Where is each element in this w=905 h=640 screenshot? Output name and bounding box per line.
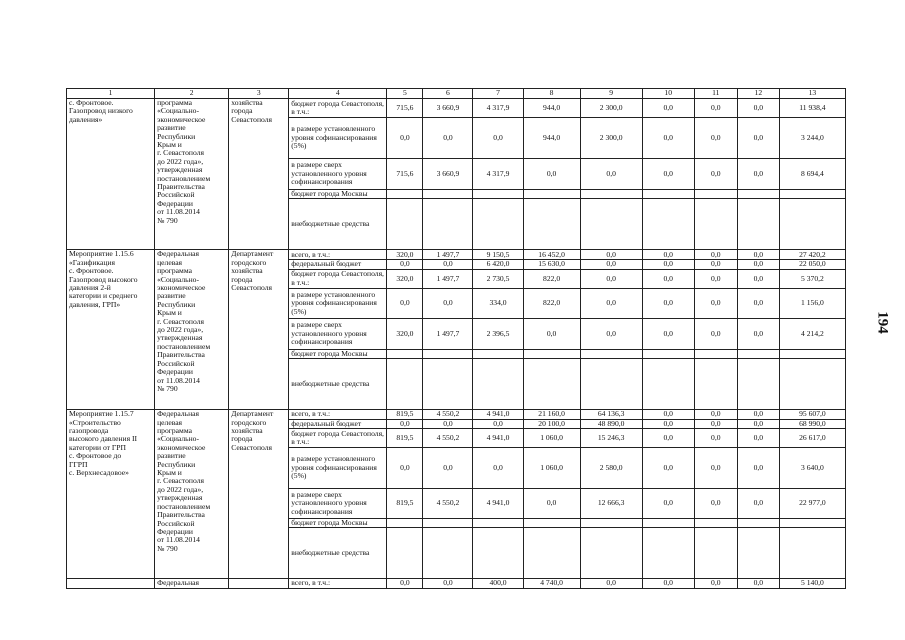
program-cell: Федеральная целевая программа «Социально- экономическое развитие Республики Крым и г. Севастополя до 2022 года», утвержденная постановлением Правительства Российской Федерации от 11.08.2014 № 790 — [155, 250, 229, 410]
value-cell: 0,0 — [694, 159, 737, 190]
program-cell: Федеральная — [155, 579, 229, 588]
value-cell — [473, 349, 523, 358]
value-cell — [387, 519, 423, 528]
value-cell — [642, 359, 694, 410]
value-cell: 16 452,0 — [523, 250, 580, 260]
value-cell: 0,0 — [423, 448, 473, 489]
funding-source-cell: бюджет города Севастополя, в т.ч.: — [289, 99, 387, 118]
value-cell — [694, 349, 737, 358]
value-cell: 0,0 — [694, 489, 737, 519]
value-cell — [737, 528, 779, 579]
value-cell: 0,0 — [694, 118, 737, 159]
value-cell: 0,0 — [423, 419, 473, 428]
value-cell: 22 977,0 — [779, 489, 845, 519]
value-cell: 0,0 — [642, 448, 694, 489]
value-cell — [523, 199, 580, 250]
value-cell: 715,6 — [387, 159, 423, 190]
value-cell: 0,0 — [737, 288, 779, 318]
value-cell: 3 640,0 — [779, 448, 845, 489]
value-cell: 4 740,0 — [523, 579, 580, 588]
funding-source-cell: всего, в т.ч.: — [289, 579, 387, 588]
value-cell — [473, 190, 523, 199]
value-cell — [779, 359, 845, 410]
value-cell: 0,0 — [642, 318, 694, 349]
value-cell: 0,0 — [423, 288, 473, 318]
executor-cell: хозяйства города Севастополя — [229, 99, 289, 250]
value-cell: 26 617,0 — [779, 429, 845, 448]
column-number-header: 1 — [67, 89, 155, 99]
measure-name-cell: Мероприятие 1.15.7 «Строительство газопровода высокого давления II категории от ГРП с. Фронтовое до ГГРП с. Верхнесадовое» — [67, 410, 155, 579]
value-cell: 0,0 — [694, 410, 737, 419]
funding-source-cell: федеральный бюджет — [289, 419, 387, 428]
value-cell — [580, 190, 642, 199]
value-cell: 12 666,3 — [580, 489, 642, 519]
column-number-header: 8 — [523, 89, 580, 99]
value-cell — [642, 528, 694, 579]
column-number-header: 2 — [155, 89, 229, 99]
value-cell — [473, 199, 523, 250]
value-cell: 3 660,9 — [423, 99, 473, 118]
value-cell: 0,0 — [694, 99, 737, 118]
funding-source-cell: внебюджетные средства — [289, 199, 387, 250]
value-cell: 320,0 — [387, 318, 423, 349]
value-cell: 11 938,4 — [779, 99, 845, 118]
value-cell — [523, 359, 580, 410]
funding-source-cell: бюджет города Москвы — [289, 190, 387, 199]
value-cell — [737, 190, 779, 199]
value-cell: 822,0 — [523, 269, 580, 288]
value-cell: 320,0 — [387, 250, 423, 260]
page-number: 194 — [874, 311, 891, 334]
column-number-header: 10 — [642, 89, 694, 99]
value-cell: 5 140,0 — [779, 579, 845, 588]
value-cell: 0,0 — [642, 410, 694, 419]
funding-source-cell: в размере установленного уровня софинансирования (5%) — [289, 448, 387, 489]
value-cell: 1 497,7 — [423, 250, 473, 260]
value-cell — [523, 190, 580, 199]
value-cell: 4 550,2 — [423, 489, 473, 519]
table-row — [67, 579, 846, 588]
column-number-header: 11 — [694, 89, 737, 99]
value-cell: 944,0 — [523, 99, 580, 118]
value-cell — [779, 190, 845, 199]
value-cell: 1 497,7 — [423, 318, 473, 349]
value-cell: 0,0 — [580, 318, 642, 349]
measure-name-cell: с. Фронтовое. Газопровод низкого давления» — [67, 99, 155, 250]
value-cell — [473, 528, 523, 579]
value-cell: 0,0 — [387, 419, 423, 428]
value-cell: 9 150,5 — [473, 250, 523, 260]
value-cell: 21 160,0 — [523, 410, 580, 419]
value-cell: 0,0 — [642, 260, 694, 269]
value-cell: 8 694,4 — [779, 159, 845, 190]
value-cell: 944,0 — [523, 118, 580, 159]
value-cell: 320,0 — [387, 269, 423, 288]
value-cell — [779, 528, 845, 579]
value-cell: 0,0 — [737, 419, 779, 428]
value-cell — [580, 519, 642, 528]
value-cell: 0,0 — [642, 269, 694, 288]
value-cell: 4 317,9 — [473, 99, 523, 118]
value-cell — [473, 359, 523, 410]
table-row — [67, 99, 846, 118]
value-cell: 0,0 — [523, 489, 580, 519]
value-cell: 0,0 — [387, 288, 423, 318]
value-cell: 1 156,0 — [779, 288, 845, 318]
value-cell — [737, 519, 779, 528]
value-cell — [642, 519, 694, 528]
value-cell: 6 420,0 — [473, 260, 523, 269]
value-cell: 0,0 — [642, 250, 694, 260]
value-cell: 819,5 — [387, 489, 423, 519]
value-cell — [423, 190, 473, 199]
value-cell: 0,0 — [737, 410, 779, 419]
value-cell — [737, 349, 779, 358]
value-cell: 5 370,2 — [779, 269, 845, 288]
value-cell: 0,0 — [737, 429, 779, 448]
value-cell: 15 246,3 — [580, 429, 642, 448]
value-cell: 4 550,2 — [423, 429, 473, 448]
funding-source-cell: всего, в т.ч.: — [289, 250, 387, 260]
measure-name-cell — [67, 579, 155, 588]
column-number-header: 3 — [229, 89, 289, 99]
value-cell — [523, 519, 580, 528]
value-cell: 0,0 — [694, 260, 737, 269]
value-cell: 0,0 — [737, 99, 779, 118]
program-cell: Федеральная целевая программа «Социально- экономическое развитие Республики Крым и г. Севастополя до 2022 года», утвержденная постановлением Правительства Российской Федерации от 11.08.2014 № 790 — [155, 410, 229, 579]
value-cell: 0,0 — [737, 269, 779, 288]
funding-source-cell: федеральный бюджет — [289, 260, 387, 269]
value-cell: 0,0 — [580, 288, 642, 318]
value-cell — [423, 359, 473, 410]
value-cell: 0,0 — [473, 118, 523, 159]
funding-source-cell: бюджет города Москвы — [289, 349, 387, 358]
value-cell — [523, 528, 580, 579]
value-cell: 1 060,0 — [523, 429, 580, 448]
value-cell — [580, 349, 642, 358]
value-cell — [779, 199, 845, 250]
value-cell: 0,0 — [523, 318, 580, 349]
value-cell: 0,0 — [387, 260, 423, 269]
value-cell: 2 580,0 — [580, 448, 642, 489]
value-cell: 0,0 — [642, 118, 694, 159]
value-cell: 0,0 — [473, 448, 523, 489]
value-cell: 0,0 — [642, 429, 694, 448]
funding-source-cell: в размере установленного уровня софинансирования (5%) — [289, 118, 387, 159]
value-cell: 22 050,0 — [779, 260, 845, 269]
value-cell — [523, 349, 580, 358]
value-cell: 4 941,0 — [473, 429, 523, 448]
value-cell: 819,5 — [387, 429, 423, 448]
value-cell: 0,0 — [423, 118, 473, 159]
value-cell: 822,0 — [523, 288, 580, 318]
value-cell: 27 420,2 — [779, 250, 845, 260]
value-cell — [387, 199, 423, 250]
value-cell: 0,0 — [737, 318, 779, 349]
value-cell: 0,0 — [423, 579, 473, 588]
value-cell: 0,0 — [694, 250, 737, 260]
value-cell: 0,0 — [642, 489, 694, 519]
value-cell: 15 630,0 — [523, 260, 580, 269]
value-cell — [642, 199, 694, 250]
value-cell: 0,0 — [694, 318, 737, 349]
column-number-header: 12 — [737, 89, 779, 99]
table-row — [67, 250, 846, 260]
value-cell: 334,0 — [473, 288, 523, 318]
value-cell: 3 660,9 — [423, 159, 473, 190]
value-cell — [423, 349, 473, 358]
value-cell: 0,0 — [694, 269, 737, 288]
value-cell: 0,0 — [580, 159, 642, 190]
funding-source-cell: в размере сверх установленного уровня софинансирования — [289, 489, 387, 519]
value-cell: 0,0 — [737, 250, 779, 260]
value-cell — [423, 528, 473, 579]
value-cell — [694, 519, 737, 528]
column-number-header: 7 — [473, 89, 523, 99]
value-cell — [580, 528, 642, 579]
value-cell: 0,0 — [523, 159, 580, 190]
funding-source-cell: бюджет города Севастополя, в т.ч.: — [289, 269, 387, 288]
value-cell — [423, 519, 473, 528]
value-cell: 0,0 — [387, 118, 423, 159]
value-cell: 2 300,0 — [580, 118, 642, 159]
value-cell: 2 396,5 — [473, 318, 523, 349]
value-cell — [779, 519, 845, 528]
column-number-header: 13 — [779, 89, 845, 99]
value-cell: 715,6 — [387, 99, 423, 118]
value-cell: 0,0 — [642, 579, 694, 588]
value-cell: 0,0 — [387, 448, 423, 489]
header-row — [67, 89, 846, 99]
value-cell — [642, 349, 694, 358]
program-cell: программа «Социально- экономическое развитие Республики Крым и г. Севастополя до 2022 года», утвержденная постановлением Правительства Российской Федерации от 11.08.2014 № 790 — [155, 99, 229, 250]
value-cell — [694, 359, 737, 410]
value-cell: 3 244,0 — [779, 118, 845, 159]
value-cell: 0,0 — [694, 429, 737, 448]
value-cell: 0,0 — [737, 448, 779, 489]
value-cell: 0,0 — [737, 260, 779, 269]
funding-source-cell: бюджет города Севастополя, в т.ч.: — [289, 429, 387, 448]
executor-cell — [229, 579, 289, 588]
column-number-header: 4 — [289, 89, 387, 99]
funding-source-cell: внебюджетные средства — [289, 528, 387, 579]
value-cell: 48 890,0 — [580, 419, 642, 428]
value-cell: 20 100,0 — [523, 419, 580, 428]
funding-table — [66, 88, 846, 589]
value-cell: 0,0 — [580, 269, 642, 288]
value-cell: 0,0 — [423, 260, 473, 269]
value-cell — [580, 359, 642, 410]
executor-cell: Департамент городского хозяйства города Севастополя — [229, 410, 289, 579]
value-cell: 0,0 — [642, 159, 694, 190]
value-cell: 1 060,0 — [523, 448, 580, 489]
value-cell: 4 317,9 — [473, 159, 523, 190]
value-cell — [387, 528, 423, 579]
value-cell — [737, 359, 779, 410]
column-number-header: 9 — [580, 89, 642, 99]
value-cell — [387, 359, 423, 410]
value-cell — [737, 199, 779, 250]
value-cell — [779, 349, 845, 358]
funding-source-cell: в размере установленного уровня софинансирования (5%) — [289, 288, 387, 318]
value-cell: 0,0 — [694, 419, 737, 428]
column-number-header: 5 — [387, 89, 423, 99]
value-cell: 0,0 — [694, 288, 737, 318]
table-row — [67, 410, 846, 419]
value-cell — [387, 349, 423, 358]
value-cell: 4 214,2 — [779, 318, 845, 349]
value-cell — [580, 199, 642, 250]
measure-name-cell: Мероприятие 1.15.6 «Газификация с. Фронтовое. Газопровод высокого давления 2-й категории и среднего давления, ГРП» — [67, 250, 155, 410]
value-cell: 2 730,5 — [473, 269, 523, 288]
value-cell: 0,0 — [642, 288, 694, 318]
value-cell: 0,0 — [580, 579, 642, 588]
value-cell: 4 550,2 — [423, 410, 473, 419]
value-cell: 0,0 — [694, 579, 737, 588]
value-cell: 0,0 — [737, 159, 779, 190]
funding-source-cell: в размере сверх установленного уровня софинансирования — [289, 318, 387, 349]
value-cell: 95 607,0 — [779, 410, 845, 419]
value-cell: 0,0 — [642, 99, 694, 118]
column-number-header: 6 — [423, 89, 473, 99]
value-cell: 819,5 — [387, 410, 423, 419]
value-cell: 0,0 — [694, 448, 737, 489]
value-cell — [473, 519, 523, 528]
value-cell: 0,0 — [387, 579, 423, 588]
value-cell: 1 497,7 — [423, 269, 473, 288]
value-cell — [694, 190, 737, 199]
value-cell — [642, 190, 694, 199]
value-cell: 4 941,0 — [473, 489, 523, 519]
value-cell — [694, 528, 737, 579]
value-cell: 0,0 — [737, 489, 779, 519]
value-cell: 2 300,0 — [580, 99, 642, 118]
funding-source-cell: всего, в т.ч.: — [289, 410, 387, 419]
value-cell — [423, 199, 473, 250]
value-cell: 400,0 — [473, 579, 523, 588]
value-cell: 0,0 — [737, 579, 779, 588]
funding-source-cell: в размере сверх установленного уровня софинансирования — [289, 159, 387, 190]
value-cell: 64 136,3 — [580, 410, 642, 419]
value-cell: 0,0 — [737, 118, 779, 159]
value-cell — [694, 199, 737, 250]
funding-source-cell: бюджет города Москвы — [289, 519, 387, 528]
value-cell: 0,0 — [642, 419, 694, 428]
value-cell: 0,0 — [580, 260, 642, 269]
executor-cell: Департамент городского хозяйства города Севастополя — [229, 250, 289, 410]
funding-source-cell: внебюджетные средства — [289, 359, 387, 410]
value-cell: 0,0 — [580, 250, 642, 260]
value-cell — [387, 190, 423, 199]
value-cell: 4 941,0 — [473, 410, 523, 419]
value-cell: 68 990,0 — [779, 419, 845, 428]
value-cell: 0,0 — [473, 419, 523, 428]
